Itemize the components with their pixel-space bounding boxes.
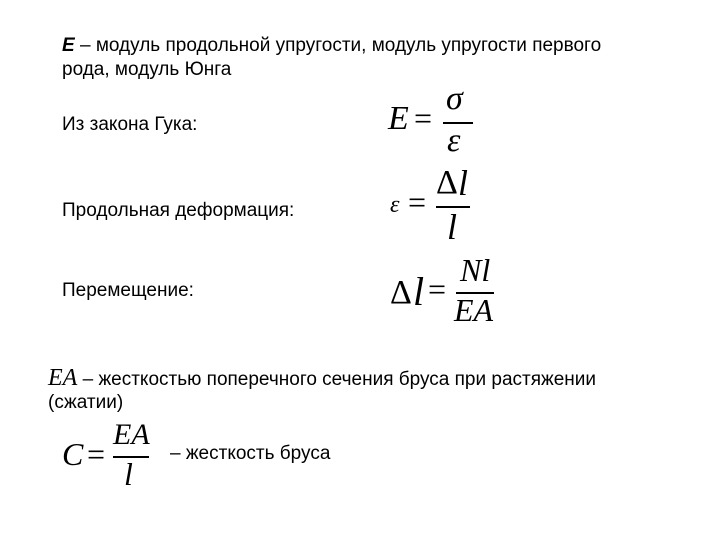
intro-text-1: модуль продольной упругости, модуль упругости первого (95, 35, 602, 56)
intro-symbol: E (62, 35, 75, 56)
stiffness-note-line-1 (48, 366, 596, 392)
intro-dash: – (74, 35, 96, 56)
strain-denominator: l (447, 207, 458, 247)
bar-stiffness-numerator: EA (113, 418, 150, 451)
strain-num-var: l (458, 163, 469, 203)
strain-label: Продольная деформация: (62, 200, 295, 221)
displacement-lhs-var: l (413, 269, 425, 314)
hooke-label: Из закона Гука: (62, 114, 198, 135)
displacement-label: Перемещение: (62, 280, 194, 301)
stiffness-note-text-1: – жесткостью поперечного сечения бруса при растяжении (77, 369, 596, 390)
hooke-equals: = (414, 100, 433, 136)
strain-lhs: ε (390, 192, 400, 218)
intro-line-1 (62, 33, 601, 58)
bar-stiffness-lhs: C (62, 436, 84, 472)
hooke-lhs: E (388, 100, 409, 137)
displacement-equals: = (428, 271, 447, 307)
hooke-numerator: σ (446, 80, 463, 117)
displacement-lhs-delta: Δ (390, 274, 412, 311)
intro-line-2: рода, модуль Юнга (62, 59, 232, 80)
bar-stiffness-caption: – жесткость бруса (170, 443, 331, 464)
bar-stiffness-denominator: l (124, 456, 133, 492)
stiffness-note-line-2: (сжатии) (48, 392, 124, 413)
displacement-numerator: Nl (460, 252, 491, 288)
bar-stiffness-equals: = (87, 436, 106, 472)
strain-num-delta: Δ (436, 164, 458, 201)
hooke-denominator: ε (447, 122, 461, 159)
stiffness-note-symbol: EA (48, 365, 78, 391)
strain-equals: = (408, 184, 427, 220)
displacement-denominator: EA (454, 292, 494, 328)
